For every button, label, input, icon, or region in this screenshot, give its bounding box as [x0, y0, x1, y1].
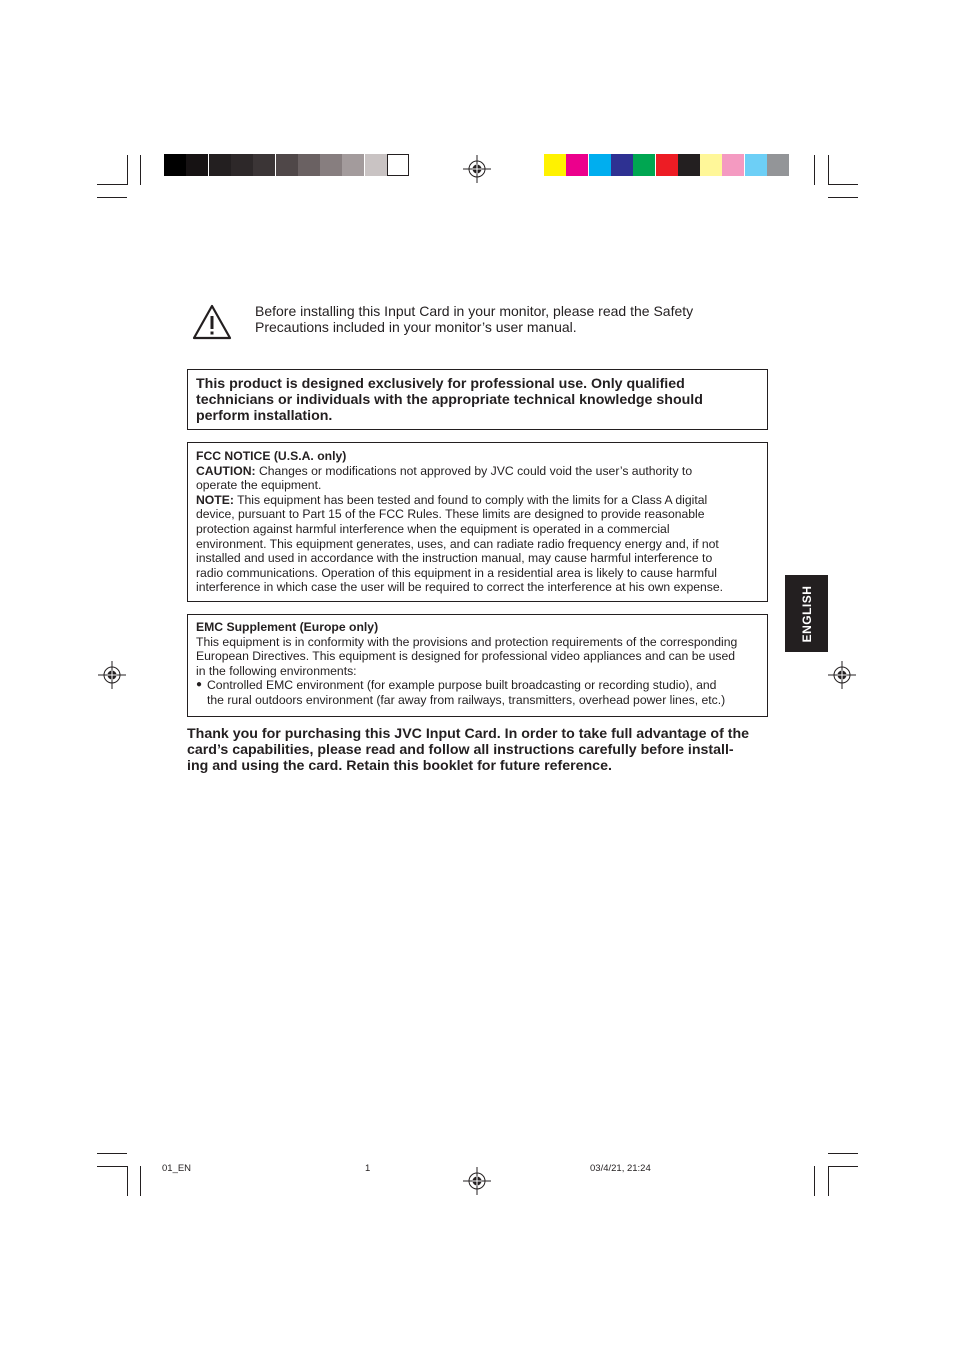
- note-text: device, pursuant to Part 15 of the FCC Rules. These limits are designed to provide reasonable: [196, 507, 705, 522]
- caution-label: CAUTION:: [196, 463, 256, 478]
- color-swatch: [611, 154, 633, 176]
- thanks-line: Thank you for purchasing this JVC Input Card. In order to take full advantage of the: [187, 726, 750, 742]
- caution-text: Changes or modifications not approved by JVC could void the user’s authority to: [255, 463, 693, 478]
- emc-title: EMC Supplement (Europe only): [196, 620, 379, 634]
- color-swatch: [700, 154, 722, 176]
- color-swatch: [633, 154, 655, 176]
- registration-mark-icon: [828, 661, 856, 689]
- color-swatch: [566, 154, 588, 176]
- warning-line: Precautions included in your monitor’s user manual.: [255, 319, 577, 335]
- fcc-caution: [196, 464, 759, 479]
- note-text: This equipment has been tested and found to comply with the limits for a Class A digital: [233, 492, 708, 507]
- safety-warning-text: [255, 303, 755, 335]
- color-swatch: [589, 154, 611, 176]
- emc-text: European Directives. This equipment is designed for professional video appliances and can be used: [196, 649, 736, 664]
- language-tab: [785, 575, 828, 652]
- notice-line: perform installation.: [196, 408, 333, 424]
- thank-you-paragraph: [187, 726, 767, 774]
- note-text: installed and used in accordance with the instruction manual, may cause harmful interference to: [196, 551, 713, 566]
- bullet-icon: ●: [196, 679, 203, 691]
- thanks-line: ing and using the card. Retain this booklet for future reference.: [187, 758, 612, 774]
- note-text: interference in which case the user will be required to correct the interference at his own expense.: [196, 580, 724, 595]
- registration-mark-icon: [98, 661, 126, 689]
- color-swatch: [767, 154, 789, 176]
- color-swatch: [678, 154, 700, 176]
- note-label: NOTE:: [196, 492, 234, 507]
- fcc-title: FCC NOTICE (U.S.A. only): [196, 449, 347, 463]
- caution-text: operate the equipment.: [196, 478, 322, 493]
- color-swatch: [722, 154, 744, 176]
- fcc-note: [196, 493, 759, 508]
- emc-text: the rural outdoors environment (far away from railways, transmitters, overhead power lines, etc.): [207, 692, 726, 707]
- color-swatch: [253, 154, 275, 176]
- note-text: environment. This equipment generates, uses, and can radiate radio frequency energy and, if not: [196, 536, 719, 551]
- color-swatch: [387, 154, 409, 176]
- emc-text: Controlled EMC environment (for example purpose built broadcasting or recording studio), and: [207, 678, 717, 693]
- color-swatch: [186, 154, 208, 176]
- color-swatch: [342, 154, 364, 176]
- footer-timestamp: 03/4/21, 21:24: [590, 1163, 651, 1174]
- registration-mark-icon: [463, 1167, 491, 1195]
- color-swatch: [209, 154, 231, 176]
- fcc-notice-box: [187, 442, 768, 602]
- color-swatch: [164, 154, 186, 176]
- note-text: protection against harmful interference when the equipment is operated in a commercial: [196, 521, 670, 536]
- color-swatch: [745, 154, 767, 176]
- color-swatch: [276, 154, 298, 176]
- warning-line: Before installing this Input Card in your monitor, please read the Safety: [255, 303, 694, 319]
- color-swatch: [320, 154, 342, 176]
- professional-use-notice: [187, 369, 768, 430]
- color-swatch: [231, 154, 253, 176]
- notice-line: technicians or individuals with the appropriate technical knowledge should: [196, 392, 703, 408]
- note-text: radio communications. Operation of this equipment in a residential area is likely to cause harmful: [196, 565, 717, 580]
- emc-bullet-item: [196, 678, 759, 707]
- color-swatch: [365, 154, 387, 176]
- notice-line: This product is designed exclusively for professional use. Only qualified: [196, 376, 685, 392]
- warning-triangle-icon: [192, 304, 232, 340]
- footer-file-name: 01_EN: [162, 1163, 192, 1174]
- registration-mark-icon: [463, 155, 491, 183]
- language-tab-label: ENGLISH: [799, 585, 814, 642]
- emc-text: This equipment is in conformity with the provisions and protection requirements of the corresponding: [196, 634, 738, 649]
- color-swatch: [298, 154, 320, 176]
- thanks-line: card’s capabilities, please read and follow all instructions carefully before install-: [187, 742, 734, 758]
- emc-supplement-box: [187, 614, 768, 717]
- emc-text: in the following environments:: [196, 663, 357, 678]
- footer-page-number: 1: [365, 1163, 371, 1174]
- color-swatch: [544, 154, 566, 176]
- color-swatch: [656, 154, 678, 176]
